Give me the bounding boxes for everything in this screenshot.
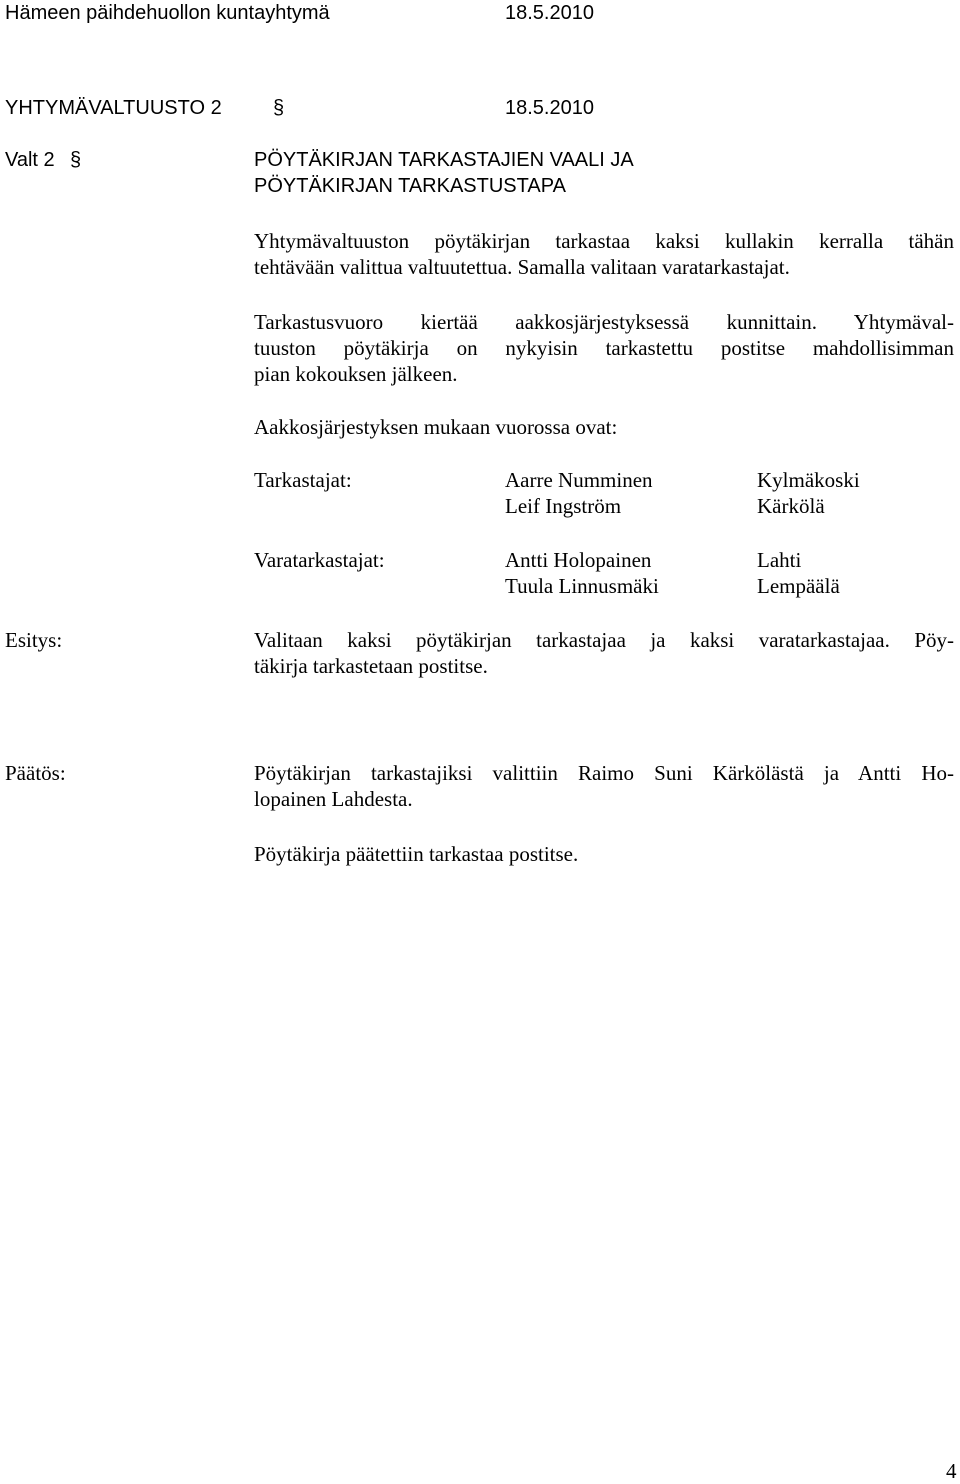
paragraph-rotation bbox=[254, 309, 954, 387]
paragraph-line: pian kokouksen jälkeen. bbox=[254, 362, 458, 386]
meeting-section-sign: § bbox=[273, 97, 285, 119]
paragraph-line: tuuston pöytäkirja on nykyisin tarkastettu postitse mahdollisimman bbox=[254, 336, 954, 360]
inspectors-label: Tarkastajat: bbox=[254, 468, 352, 492]
item-section-sign: § bbox=[70, 149, 82, 171]
deputy-inspector-name: Antti Holopainen bbox=[505, 548, 652, 572]
inspector-name: Aarre Numminen bbox=[505, 468, 653, 492]
inspector-name: Leif Ingström bbox=[505, 494, 622, 518]
paragraph-line: Tarkastusvuoro kiertää aakkosjärjestyksessä kunnittain. Yhtymäval- bbox=[254, 310, 954, 334]
paragraph-line: Yhtymävaltuuston pöytäkirjan tarkastaa kaksi kullakin kerralla tähän bbox=[254, 229, 954, 253]
decision-text bbox=[254, 760, 954, 812]
page-number: 4 bbox=[946, 1459, 957, 1483]
deputy-inspectors-label: Varatarkastajat: bbox=[254, 548, 385, 572]
deputy-inspector-municipality: Lahti bbox=[757, 548, 802, 572]
proposal-label: Esitys: bbox=[5, 628, 63, 652]
decision-line: Pöytäkirjan tarkastajiksi valittiin Raimo Suni Kärkölästä ja Antti Ho- bbox=[254, 761, 954, 785]
inspector-municipality: Kylmäkoski bbox=[757, 468, 860, 492]
paragraph-description bbox=[254, 228, 954, 280]
deputy-inspector-name: Tuula Linnusmäki bbox=[505, 574, 659, 598]
meeting-title: YHTYMÄVALTUUSTO 2 bbox=[5, 97, 222, 119]
item-title-line2: PÖYTÄKIRJAN TARKASTUSTAPA bbox=[254, 175, 566, 197]
proposal-text bbox=[254, 627, 954, 679]
item-label: Valt 2 bbox=[5, 149, 55, 171]
paragraph-order: Aakkosjärjestyksen mukaan vuorossa ovat: bbox=[254, 415, 618, 439]
paragraph-line: tehtävään valittua valtuutettua. Samalla valitaan varatarkastajat. bbox=[254, 255, 790, 279]
decision-label: Päätös: bbox=[5, 761, 66, 785]
deputy-inspector-municipality: Lempäälä bbox=[757, 574, 840, 598]
decision-line: lopainen Lahdesta. bbox=[254, 787, 413, 811]
header-date: 18.5.2010 bbox=[505, 2, 594, 24]
header-organization: Hämeen päihdehuollon kuntayhtymä bbox=[5, 2, 330, 24]
decision-final: Pöytäkirja päätettiin tarkastaa postitse. bbox=[254, 842, 579, 866]
inspector-municipality: Kärkölä bbox=[757, 494, 825, 518]
meeting-date: 18.5.2010 bbox=[505, 97, 594, 119]
proposal-line: Valitaan kaksi pöytäkirjan tarkastajaa ja kaksi varatarkastajaa. Pöy- bbox=[254, 628, 954, 652]
item-title-line1: PÖYTÄKIRJAN TARKASTAJIEN VAALI JA bbox=[254, 149, 634, 171]
proposal-line: täkirja tarkastetaan postitse. bbox=[254, 654, 488, 678]
